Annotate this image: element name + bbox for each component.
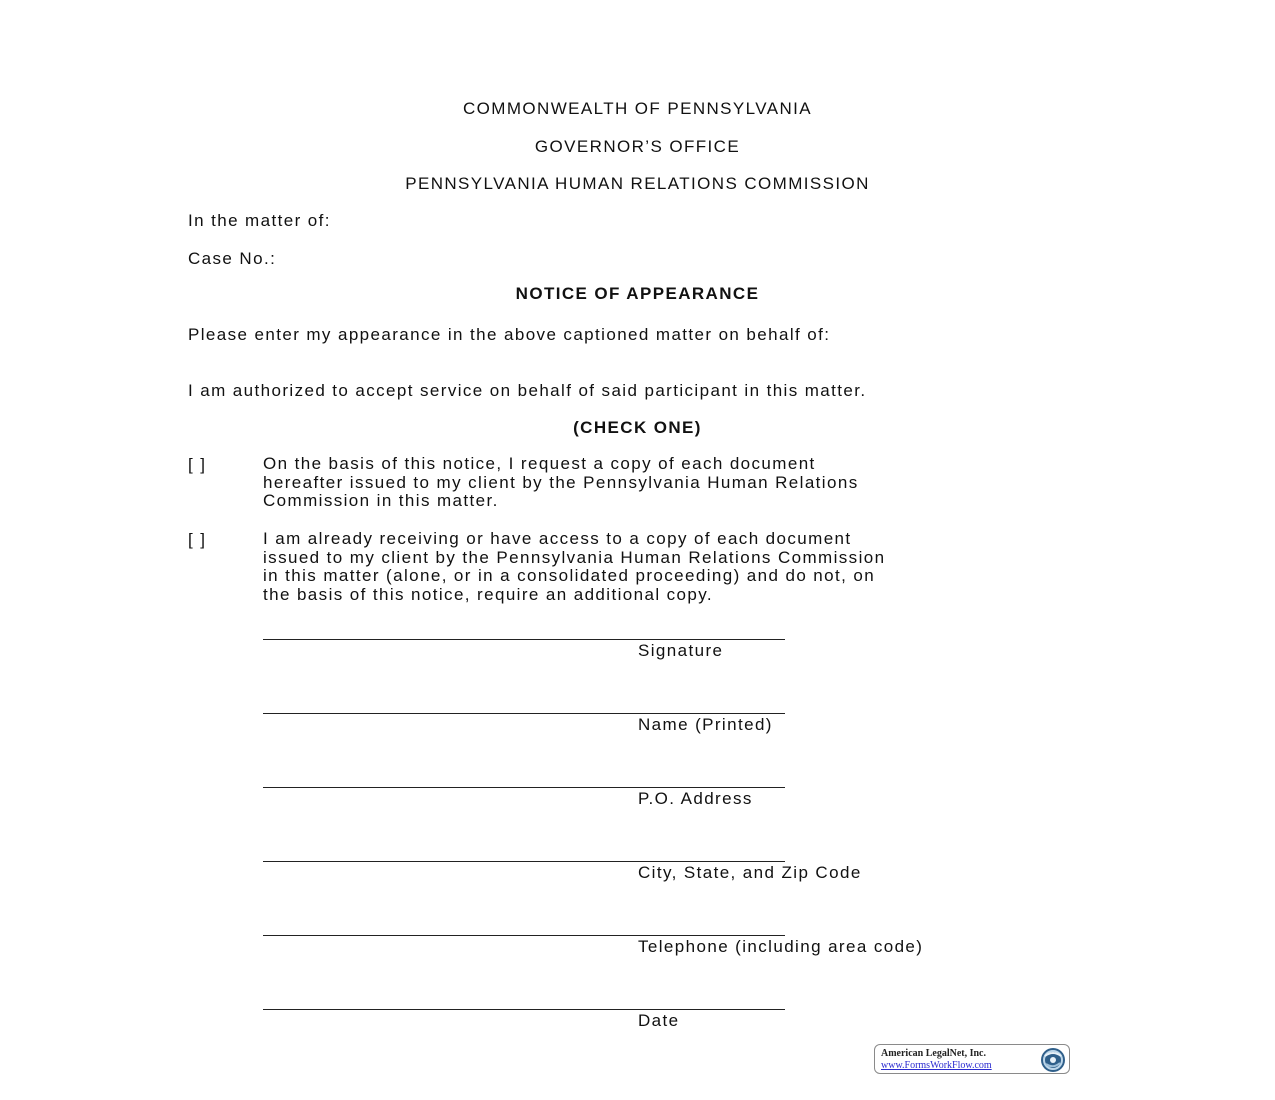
american-legalnet-logo[interactable]: [874, 1044, 1070, 1074]
logo-company-name: American LegalNet, Inc.: [881, 1048, 986, 1059]
header-commission: PENNSYLVANIA HUMAN RELATIONS COMMISSION: [405, 174, 870, 193]
telephone-line[interactable]: [263, 935, 785, 936]
option-2-checkbox[interactable]: [ ]: [188, 530, 207, 549]
case-number-label: Case No.:: [188, 249, 277, 268]
po-address-label: P.O. Address: [638, 789, 753, 808]
printed-name-label: Name (Printed): [638, 715, 773, 734]
authorization-statement: I am authorized to accept service on behalf of said participant in this matter.: [188, 381, 867, 400]
signature-label: Signature: [638, 641, 724, 660]
check-one-instruction: (CHECK ONE): [573, 418, 702, 437]
telephone-label: Telephone (including area code): [638, 937, 924, 956]
date-line[interactable]: [263, 1009, 785, 1010]
appearance-statement: Please enter my appearance in the above captioned matter on behalf of:: [188, 325, 831, 344]
logo-website-link[interactable]: www.FormsWorkFlow.com: [881, 1060, 992, 1071]
globe-icon: [1040, 1047, 1066, 1073]
header-commonwealth: COMMONWEALTH OF PENNSYLVANIA: [462, 99, 812, 118]
option-1-checkbox[interactable]: [ ]: [188, 455, 207, 474]
matter-label: In the matter of:: [188, 211, 331, 230]
city-state-zip-line[interactable]: [263, 861, 785, 862]
po-address-line[interactable]: [263, 787, 785, 788]
option-2-text: I am already receiving or have access to a copy of each document issued to my client by the Pennsylvania Human Relations Commission in this matter (alone, or in a consolidated proceeding) and do not, on the basis of this notice, require an additional copy.: [263, 529, 886, 604]
header-governors-office: GOVERNOR’S OFFICE: [534, 137, 741, 156]
printed-name-line[interactable]: [263, 713, 785, 714]
signature-line[interactable]: [263, 639, 785, 640]
option-1-text: On the basis of this notice, I request a copy of each document hereafter issued to my client by the Pennsylvania Human Relations Commission in this matter.: [263, 454, 859, 510]
city-state-zip-label: City, State, and Zip Code: [638, 863, 862, 882]
document-title: NOTICE OF APPEARANCE: [515, 284, 760, 303]
date-label: Date: [638, 1011, 680, 1030]
